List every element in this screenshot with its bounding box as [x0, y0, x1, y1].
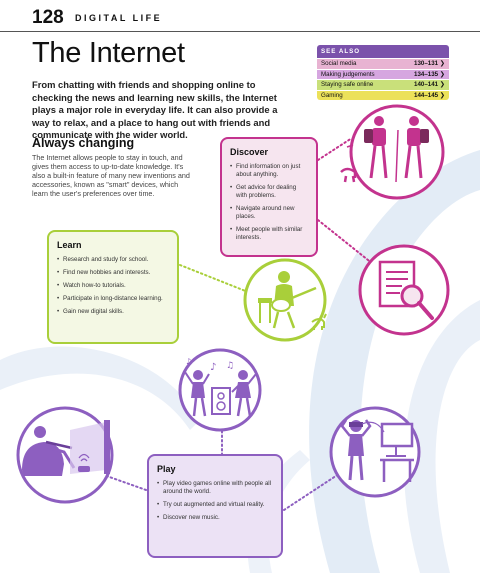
see-also-heading: SEE ALSO: [317, 45, 449, 58]
list-item: • Discover new music.: [157, 514, 273, 522]
see-also-pages: 144–145 ❯: [414, 91, 445, 99]
guitar-player-illustration: [245, 260, 326, 340]
play-heading: Play: [157, 464, 176, 474]
list-item: • Play video games online with people all around the world.: [157, 480, 273, 496]
list-item: • Get advice for dealing with problems.: [230, 184, 308, 200]
page-title: The Internet: [32, 37, 185, 69]
section-title: DIGITAL LIFE: [75, 13, 163, 23]
intro-paragraph: From chatting with friends and shopping online to checking the news and learning new skills, the Internet plays a major role in everyday life. It can also provide a way to relax, and a place to hang out with friends and communicate with the wider world.: [32, 79, 278, 140]
vr-player-illustration: [331, 408, 419, 496]
list-item: • Find information on just about anything.: [230, 163, 308, 179]
svg-text:♪: ♪: [186, 357, 192, 366]
connector-dots: [180, 265, 248, 292]
always-changing-text: The Internet allows people to stay in touch, and gives them access to up-to-date knowledge. It's also a built-in feature of many new inventions and accessories, known as "smart" devices, which learn the user's preferences over time.: [32, 153, 190, 198]
dancers-illustration: [180, 350, 260, 430]
page-number: 128: [32, 7, 64, 28]
see-also-pages: 140–141 ❯: [414, 81, 445, 89]
learn-heading: Learn: [57, 240, 82, 250]
svg-text:♪: ♪: [210, 362, 217, 373]
play-box: [147, 454, 283, 558]
see-also-pages: 134–135 ❯: [414, 70, 445, 78]
learn-box: [47, 230, 179, 344]
list-item: • Meet people with similar interests.: [230, 226, 308, 242]
gamer-illustration: [18, 408, 112, 502]
list-item: • Try out augmented and virtual reality.: [157, 501, 273, 509]
svg-text:♫: ♫: [226, 361, 235, 371]
connector-dots: [318, 138, 352, 160]
list-item: • Participate in long-distance learning.: [57, 295, 169, 303]
always-changing-heading: Always changing: [32, 136, 135, 150]
document-search-illustration: [360, 246, 448, 334]
discover-heading: Discover: [230, 147, 269, 157]
see-also-label: Staying safe online: [321, 81, 374, 89]
discover-box: [220, 137, 318, 257]
see-also-label: Gaming: [321, 91, 343, 99]
see-also-label: Social media: [321, 60, 357, 67]
see-also-label: Making judgements: [321, 70, 375, 78]
list-item: • Research and study for school.: [57, 256, 169, 264]
hikers-illustration: [341, 106, 443, 198]
list-item: • Gain new digital skills.: [57, 308, 169, 316]
list-item: • Find new hobbies and interests.: [57, 269, 169, 277]
see-also-pages: 130–131 ❯: [414, 60, 445, 67]
connector-dots: [318, 220, 378, 268]
list-item: • Navigate around new places.: [230, 205, 308, 221]
list-item: • Watch how-to tutorials.: [57, 282, 169, 290]
